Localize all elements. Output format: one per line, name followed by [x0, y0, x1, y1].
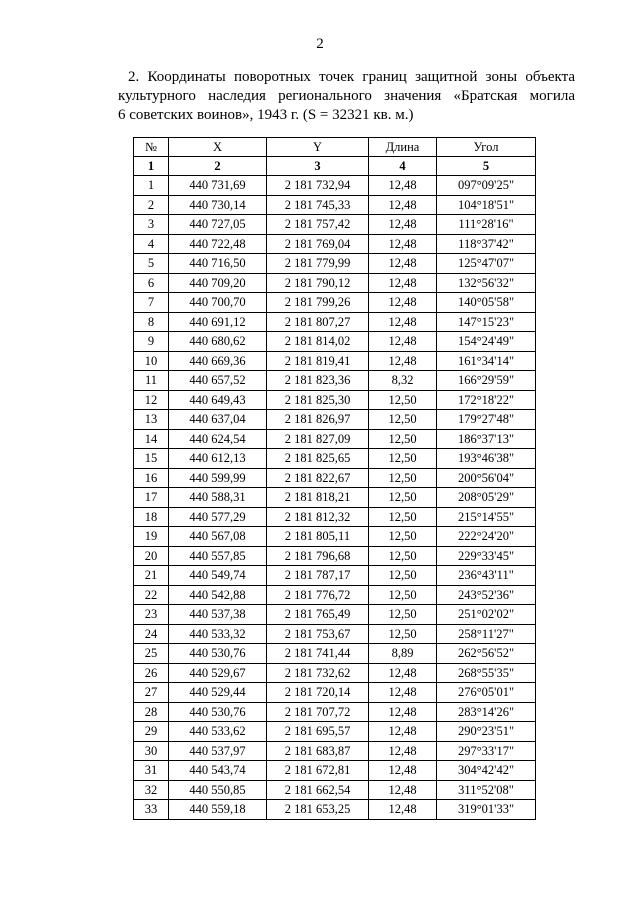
table-row: [134, 273, 536, 293]
segment-length: 12,50: [369, 488, 437, 508]
table-row: [134, 390, 536, 410]
header-number: №: [134, 138, 169, 157]
segment-length: 12,50: [369, 410, 437, 430]
y-coordinate: 2 181 812,32: [267, 507, 369, 527]
table-row: [134, 312, 536, 332]
y-coordinate: 2 181 818,21: [267, 488, 369, 508]
y-coordinate: 2 181 790,12: [267, 273, 369, 293]
table-row: [134, 741, 536, 761]
x-coordinate: 440 649,43: [169, 390, 267, 410]
y-coordinate: 2 181 805,11: [267, 527, 369, 547]
point-number: 12: [134, 390, 169, 410]
table-row: [134, 644, 536, 664]
table-row: [134, 351, 536, 371]
segment-length: 12,50: [369, 605, 437, 625]
segment-length: 12,48: [369, 234, 437, 254]
segment-length: 12,48: [369, 215, 437, 235]
direction-angle: 236°43'11": [437, 566, 536, 586]
y-coordinate: 2 181 662,54: [267, 780, 369, 800]
table-row: [134, 527, 536, 547]
segment-length: 12,48: [369, 722, 437, 742]
table-row: [134, 546, 536, 566]
heading-line-1: 2. Координаты поворотных точек границ защитной зоны объекта: [128, 69, 575, 85]
point-number: 18: [134, 507, 169, 527]
x-coordinate: 440 577,29: [169, 507, 267, 527]
y-coordinate: 2 181 695,57: [267, 722, 369, 742]
table-row: [134, 800, 536, 820]
point-number: 31: [134, 761, 169, 781]
y-coordinate: 2 181 732,62: [267, 663, 369, 683]
y-coordinate: 2 181 807,27: [267, 312, 369, 332]
y-coordinate: 2 181 653,25: [267, 800, 369, 820]
table-row: [134, 585, 536, 605]
segment-length: 12,50: [369, 585, 437, 605]
direction-angle: 276°05'01": [437, 683, 536, 703]
x-coordinate: 440 549,74: [169, 566, 267, 586]
y-coordinate: 2 181 819,41: [267, 351, 369, 371]
point-number: 32: [134, 780, 169, 800]
header-y: Y: [267, 138, 369, 157]
segment-length: 12,48: [369, 332, 437, 352]
y-coordinate: 2 181 672,81: [267, 761, 369, 781]
segment-length: 12,48: [369, 683, 437, 703]
direction-angle: 104°18'51": [437, 195, 536, 215]
y-coordinate: 2 181 732,94: [267, 176, 369, 196]
direction-angle: 154°24'49": [437, 332, 536, 352]
coordinates-table: [133, 137, 536, 820]
y-coordinate: 2 181 745,33: [267, 195, 369, 215]
x-coordinate: 440 529,44: [169, 683, 267, 703]
segment-length: 12,48: [369, 312, 437, 332]
heading-line-2: культурного наследия регионального значения «Братская могила: [118, 88, 575, 104]
x-coordinate: 440 612,13: [169, 449, 267, 469]
x-coordinate: 440 529,67: [169, 663, 267, 683]
x-coordinate: 440 624,54: [169, 429, 267, 449]
segment-length: 12,48: [369, 761, 437, 781]
table-row: [134, 332, 536, 352]
table-row: [134, 663, 536, 683]
segment-length: 12,48: [369, 273, 437, 293]
table-row: [134, 234, 536, 254]
direction-angle: 161°34'14": [437, 351, 536, 371]
segment-length: 8,89: [369, 644, 437, 664]
direction-angle: 297°33'17": [437, 741, 536, 761]
direction-angle: 193°46'38": [437, 449, 536, 469]
direction-angle: 147°15'23": [437, 312, 536, 332]
point-number: 28: [134, 702, 169, 722]
header-x: X: [169, 138, 267, 157]
table-row: [134, 722, 536, 742]
segment-length: 12,50: [369, 429, 437, 449]
point-number: 24: [134, 624, 169, 644]
table-row: [134, 195, 536, 215]
x-coordinate: 440 709,20: [169, 273, 267, 293]
x-coordinate: 440 542,88: [169, 585, 267, 605]
x-coordinate: 440 543,74: [169, 761, 267, 781]
x-coordinate: 440 680,62: [169, 332, 267, 352]
segment-length: 12,48: [369, 351, 437, 371]
segment-length: 12,50: [369, 527, 437, 547]
header-angle: Угол: [437, 138, 536, 157]
segment-length: 12,48: [369, 663, 437, 683]
x-coordinate: 440 537,97: [169, 741, 267, 761]
x-coordinate: 440 657,52: [169, 371, 267, 391]
direction-angle: 140°05'58": [437, 293, 536, 313]
direction-angle: 283°14'26": [437, 702, 536, 722]
x-coordinate: 440 700,70: [169, 293, 267, 313]
x-coordinate: 440 599,99: [169, 468, 267, 488]
x-coordinate: 440 588,31: [169, 488, 267, 508]
table-row: [134, 215, 536, 235]
y-coordinate: 2 181 826,97: [267, 410, 369, 430]
point-number: 4: [134, 234, 169, 254]
y-coordinate: 2 181 753,67: [267, 624, 369, 644]
page-number: 2: [316, 36, 324, 52]
point-number: 7: [134, 293, 169, 313]
segment-length: 12,48: [369, 176, 437, 196]
direction-angle: 179°27'48": [437, 410, 536, 430]
segment-length: 12,50: [369, 468, 437, 488]
column-number: 5: [437, 157, 536, 176]
x-coordinate: 440 716,50: [169, 254, 267, 274]
point-number: 3: [134, 215, 169, 235]
table-row: [134, 780, 536, 800]
x-coordinate: 440 533,32: [169, 624, 267, 644]
document-heading: [118, 68, 575, 125]
y-coordinate: 2 181 825,30: [267, 390, 369, 410]
x-coordinate: 440 530,76: [169, 644, 267, 664]
y-coordinate: 2 181 707,72: [267, 702, 369, 722]
y-coordinate: 2 181 741,44: [267, 644, 369, 664]
point-number: 15: [134, 449, 169, 469]
x-coordinate: 440 533,62: [169, 722, 267, 742]
segment-length: 12,50: [369, 546, 437, 566]
segment-length: 12,50: [369, 390, 437, 410]
direction-angle: 251°02'02": [437, 605, 536, 625]
header-length: Длина: [369, 138, 437, 157]
y-coordinate: 2 181 683,87: [267, 741, 369, 761]
y-coordinate: 2 181 765,49: [267, 605, 369, 625]
x-coordinate: 440 722,48: [169, 234, 267, 254]
direction-angle: 200°56'04": [437, 468, 536, 488]
direction-angle: 186°37'13": [437, 429, 536, 449]
x-coordinate: 440 730,14: [169, 195, 267, 215]
column-number: 4: [369, 157, 437, 176]
column-number: 2: [169, 157, 267, 176]
y-coordinate: 2 181 769,04: [267, 234, 369, 254]
point-number: 11: [134, 371, 169, 391]
segment-length: 12,48: [369, 741, 437, 761]
y-coordinate: 2 181 799,26: [267, 293, 369, 313]
point-number: 16: [134, 468, 169, 488]
x-coordinate: 440 550,85: [169, 780, 267, 800]
direction-angle: 258°11'27": [437, 624, 536, 644]
table-row: [134, 410, 536, 430]
point-number: 29: [134, 722, 169, 742]
x-coordinate: 440 727,05: [169, 215, 267, 235]
point-number: 14: [134, 429, 169, 449]
direction-angle: 229°33'45": [437, 546, 536, 566]
direction-angle: 222°24'20": [437, 527, 536, 547]
y-coordinate: 2 181 814,02: [267, 332, 369, 352]
segment-length: 12,50: [369, 449, 437, 469]
table-row: [134, 468, 536, 488]
direction-angle: 290°23'51": [437, 722, 536, 742]
point-number: 2: [134, 195, 169, 215]
x-coordinate: 440 731,69: [169, 176, 267, 196]
point-number: 33: [134, 800, 169, 820]
table-row: [134, 683, 536, 703]
direction-angle: 268°55'35": [437, 663, 536, 683]
direction-angle: 166°29'59": [437, 371, 536, 391]
y-coordinate: 2 181 823,36: [267, 371, 369, 391]
direction-angle: 132°56'32": [437, 273, 536, 293]
direction-angle: 172°18'22": [437, 390, 536, 410]
direction-angle: 243°52'36": [437, 585, 536, 605]
x-coordinate: 440 557,85: [169, 546, 267, 566]
point-number: 6: [134, 273, 169, 293]
segment-length: 12,50: [369, 566, 437, 586]
table-header-row: [134, 138, 536, 157]
y-coordinate: 2 181 779,99: [267, 254, 369, 274]
point-number: 30: [134, 741, 169, 761]
table-row: [134, 429, 536, 449]
segment-length: 12,48: [369, 800, 437, 820]
direction-angle: 208°05'29": [437, 488, 536, 508]
table-row: [134, 176, 536, 196]
x-coordinate: 440 567,08: [169, 527, 267, 547]
y-coordinate: 2 181 827,09: [267, 429, 369, 449]
point-number: 19: [134, 527, 169, 547]
point-number: 22: [134, 585, 169, 605]
table-row: [134, 605, 536, 625]
direction-angle: 304°42'42": [437, 761, 536, 781]
point-number: 1: [134, 176, 169, 196]
point-number: 17: [134, 488, 169, 508]
column-number-row: [134, 157, 536, 176]
direction-angle: 215°14'55": [437, 507, 536, 527]
segment-length: 12,50: [369, 507, 437, 527]
direction-angle: 262°56'52": [437, 644, 536, 664]
point-number: 13: [134, 410, 169, 430]
x-coordinate: 440 559,18: [169, 800, 267, 820]
y-coordinate: 2 181 720,14: [267, 683, 369, 703]
direction-angle: 111°28'16": [437, 215, 536, 235]
y-coordinate: 2 181 776,72: [267, 585, 369, 605]
point-number: 27: [134, 683, 169, 703]
segment-length: 12,48: [369, 702, 437, 722]
point-number: 9: [134, 332, 169, 352]
y-coordinate: 2 181 757,42: [267, 215, 369, 235]
table-row: [134, 254, 536, 274]
table-row: [134, 702, 536, 722]
table-row: [134, 761, 536, 781]
table-row: [134, 371, 536, 391]
x-coordinate: 440 669,36: [169, 351, 267, 371]
table-row: [134, 507, 536, 527]
segment-length: 12,48: [369, 293, 437, 313]
table-row: [134, 624, 536, 644]
x-coordinate: 440 530,76: [169, 702, 267, 722]
y-coordinate: 2 181 822,67: [267, 468, 369, 488]
table-row: [134, 449, 536, 469]
table-row: [134, 293, 536, 313]
point-number: 20: [134, 546, 169, 566]
y-coordinate: 2 181 796,68: [267, 546, 369, 566]
direction-angle: 319°01'33": [437, 800, 536, 820]
table-row: [134, 488, 536, 508]
table-body: [134, 176, 536, 820]
segment-length: 12,48: [369, 195, 437, 215]
segment-length: 12,50: [369, 624, 437, 644]
segment-length: 8,32: [369, 371, 437, 391]
segment-length: 12,48: [369, 780, 437, 800]
heading-line-3: 6 советских воинов», 1943 г. (S = 32321 кв. м.): [118, 107, 414, 123]
x-coordinate: 440 537,38: [169, 605, 267, 625]
x-coordinate: 440 691,12: [169, 312, 267, 332]
y-coordinate: 2 181 787,17: [267, 566, 369, 586]
direction-angle: 118°37'42": [437, 234, 536, 254]
y-coordinate: 2 181 825,65: [267, 449, 369, 469]
point-number: 8: [134, 312, 169, 332]
point-number: 23: [134, 605, 169, 625]
point-number: 10: [134, 351, 169, 371]
point-number: 26: [134, 663, 169, 683]
x-coordinate: 440 637,04: [169, 410, 267, 430]
table-row: [134, 566, 536, 586]
direction-angle: 097°09'25": [437, 176, 536, 196]
point-number: 25: [134, 644, 169, 664]
segment-length: 12,48: [369, 254, 437, 274]
point-number: 21: [134, 566, 169, 586]
column-number: 1: [134, 157, 169, 176]
direction-angle: 311°52'08": [437, 780, 536, 800]
column-number: 3: [267, 157, 369, 176]
point-number: 5: [134, 254, 169, 274]
direction-angle: 125°47'07": [437, 254, 536, 274]
